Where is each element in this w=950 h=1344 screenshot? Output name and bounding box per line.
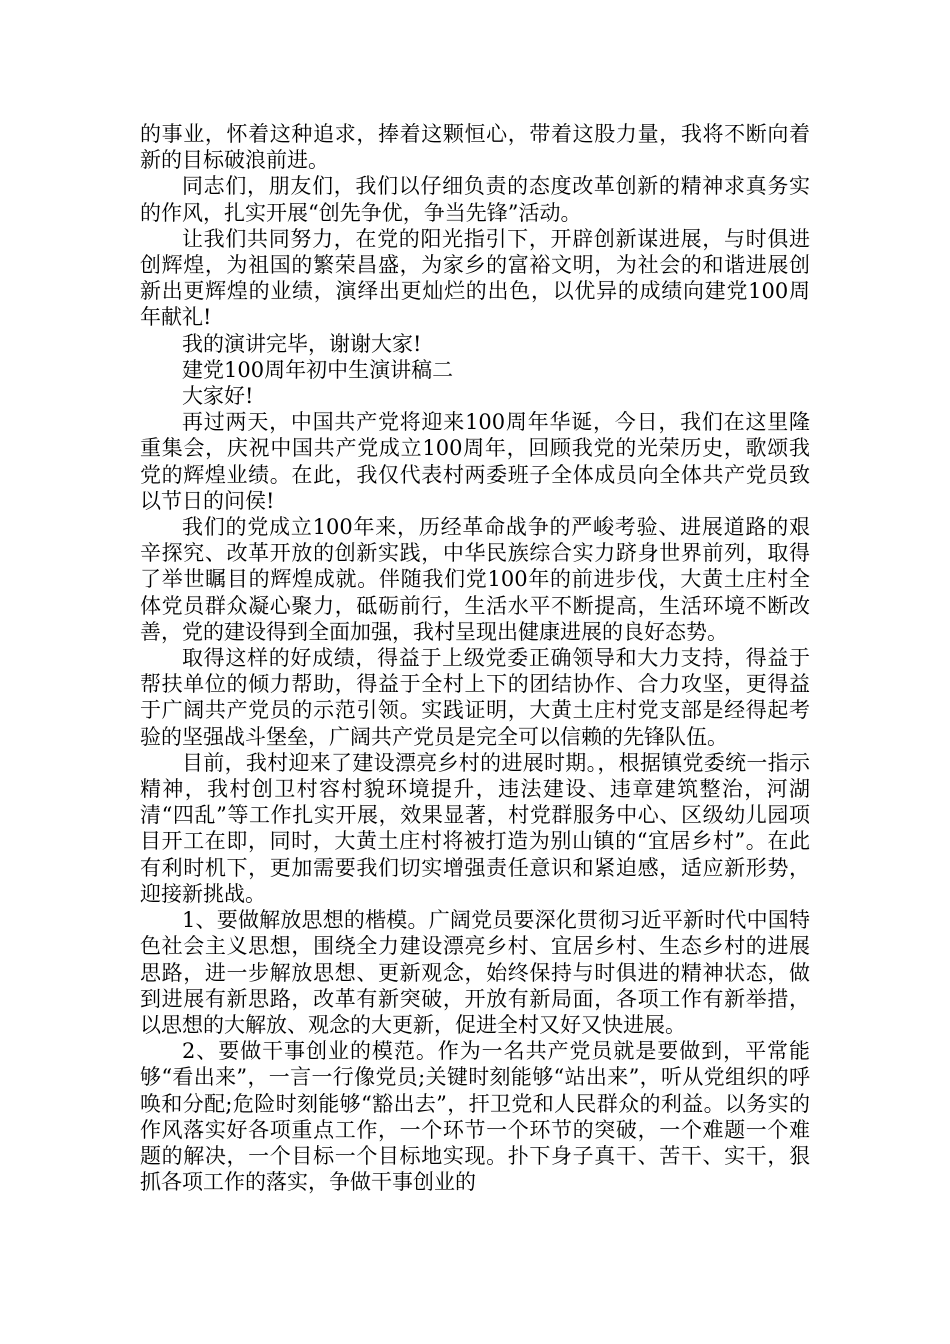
paragraph: 我们的党成立100年来，历经革命战争的严峻考验、进展道路的艰辛探究、改革开放的创新实践，中华民族综合实力跻身世界前列，取得了举世瞩目的辉煌成就。伴随我们党100年的前进步伐，大黄土庄村全体党员群众凝心聚力，砥砺前行，生活水平不断提高，生活环境不断改善，党的建设得到全面加强，我村呈现出健康进展的良好态势。 <box>140 515 810 644</box>
section-heading: 建党100周年初中生演讲稿二 <box>182 357 454 382</box>
paragraph: 我的演讲完毕，谢谢大家! <box>182 331 422 356</box>
paragraph: 再过两天，中国共产党将迎来100周年华诞，今日，我们在这里隆重集会，庆祝中国共产党成立100周年，回顾我党的光荣历史，歌颂我党的辉煌业绩。在此，我仅代表村两委班子全体成员向全体共产党员致以节日的问侯! <box>140 410 810 513</box>
paragraph: 取得这样的好成绩，得益于上级党委正确领导和大力支持，得益于帮扶单位的倾力帮助，得益于全村上下的团结协作、合力攻坚，更得益于广阔共产党员的示范引领。实践证明，大黄土庄村党支部是经得起考验的坚强战斗堡垒，广阔共产党员是完全可以信赖的先锋队伍。 <box>140 646 810 749</box>
paragraph: 同志们，朋友们，我们以仔细负责的态度改革创新的精神求真务实的作风，扎实开展“创先争优，争当先锋”活动。 <box>140 174 810 225</box>
paragraph: 目前，我村迎来了建设漂亮乡村的进展时期。，根据镇党委统一指示精神，我村创卫村容村貌环境提升，违法建设、违章建筑整治，河湖清“四乱”等工作扎实开展，效果显著，村党群服务中心、区级幼儿园项目开工在即，同时，大黄土庄村将被打造为别山镇的“宜居乡村”。在此有利时机下，更加需要我们切实增强责任意识和紧迫感，适应新形势，迎接新挑战。 <box>140 750 810 906</box>
paragraph: 1、要做解放思想的楷模。广阔党员要深化贯彻习近平新时代中国特色社会主义思想，围绕全力建设漂亮乡村、宜居乡村、生态乡村的进展思路，进一步解放思想、更新观念，始终保持与时俱进的精神状态，做到进展有新思路，改革有新突破，开放有新局面，各项工作有新举措，以思想的大解放、观念的大更新，促进全村又好又快进展。 <box>140 908 810 1037</box>
paragraph: 2、要做干事创业的模范。作为一名共产党员就是要做到，平常能够“看出来”，一言一行像党员;关键时刻能够“站出来”，听从党组织的呼唤和分配;危险时刻能够“豁出去”，扞卫党和人民群众的利益。以务实的作风落实好各项重点工作，一个环节一个环节的突破，一个难题一个难题的解决，一个目标一个目标地实现。扑下身子真干、苦干、实干，狠抓各项工作的落实，争做干事创业的 <box>140 1039 810 1195</box>
paragraph: 的事业，怀着这种追求，捧着这颗恒心，带着这股力量，我将不断向着新的目标破浪前进。 <box>140 122 810 173</box>
greeting: 大家好! <box>182 384 254 409</box>
document-body <box>140 121 810 1195</box>
paragraph: 让我们共同努力，在党的阳光指引下，开辟创新谋进展，与时俱进创辉煌，为祖国的繁荣昌盛，为家乡的富裕文明，为社会的和谐进展创新出更辉煌的业绩，演绎出更灿烂的出色，以优异的成绩向建党100周年献礼! <box>140 226 810 330</box>
